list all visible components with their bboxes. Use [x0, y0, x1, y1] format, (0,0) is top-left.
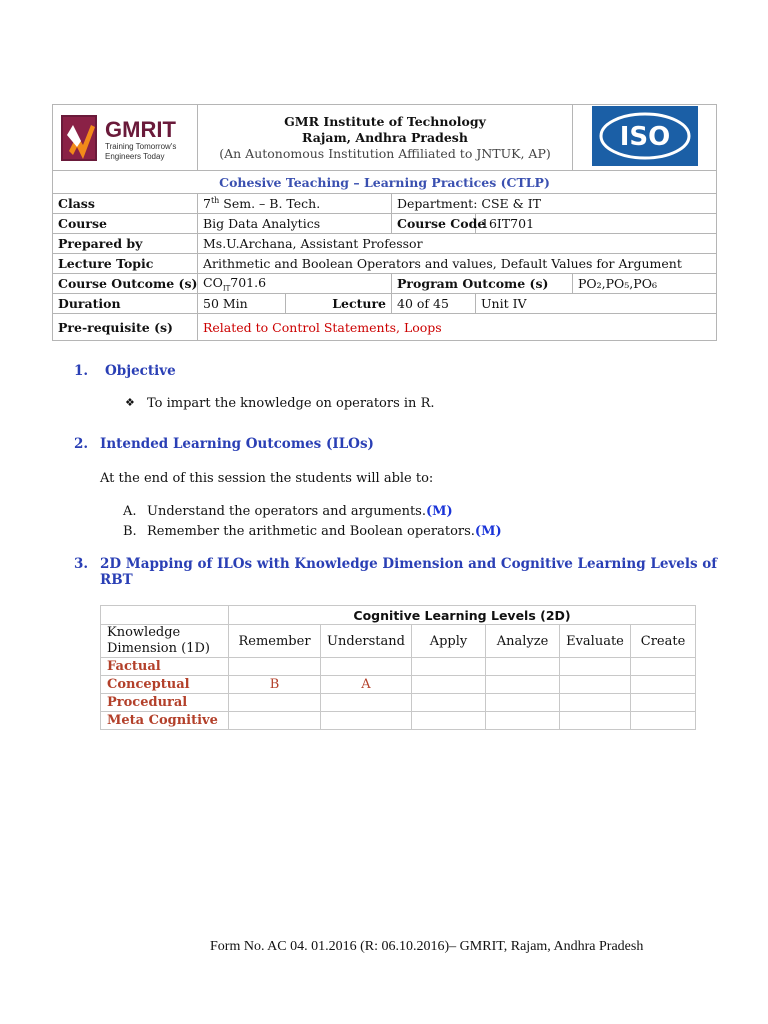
col-understand: Understand: [321, 625, 412, 658]
row-conceptual: Conceptual: [101, 676, 229, 694]
row-procedural: Procedural: [101, 694, 229, 712]
section-2-title: Intended Learning Outcomes (ILOs): [100, 436, 374, 452]
section-3-title-line2: RBT: [100, 572, 133, 588]
section-1-number: 1.: [74, 363, 89, 379]
cell-conceptual-understand: A: [321, 676, 412, 694]
logo-brand: GMRIT: [105, 117, 176, 142]
lecture-label: Lecture: [286, 294, 392, 314]
ilo-b: Remember the arithmetic and Boolean operators.(M): [147, 524, 502, 539]
prepared-value: Ms.U.Archana, Assistant Professor: [198, 234, 717, 254]
col-apply: Apply: [412, 625, 486, 658]
section-3-title-line1: 2D Mapping of ILOs with Knowledge Dimension and Cognitive Learning Levels of: [100, 556, 718, 572]
gmrit-logo-cell: [53, 105, 198, 171]
course-label: Course: [53, 214, 198, 234]
duration-value: 50 Min: [198, 294, 286, 314]
course-code-value: 16IT701: [476, 214, 717, 234]
iso-text: ISO: [619, 122, 670, 152]
section-2-number: 2.: [74, 436, 89, 452]
topic-label: Lecture Topic: [53, 254, 198, 274]
duration-label: Duration: [53, 294, 198, 314]
lecture-value: 40 of 45: [392, 294, 476, 314]
ctlp-title: Cohesive Teaching – Learning Practices (CTLP): [53, 171, 717, 194]
section-1-title: Objective: [105, 363, 176, 379]
col-create: Create: [631, 625, 696, 658]
course-value: Big Data Analytics: [198, 214, 392, 234]
form-footer: Form No. AC 04. 01.2016 (R: 06.10.2016)– GMRIT, Rajam, Andhra Pradesh: [210, 939, 644, 954]
mapping-table: [100, 605, 696, 730]
cognitive-levels-header: Cognitive Learning Levels (2D): [229, 606, 696, 625]
class-label: Class: [53, 194, 198, 214]
ilo-a-label: A.: [123, 504, 137, 519]
prereq-label: Pre-requisite (s): [53, 314, 198, 341]
table-row: [101, 658, 696, 676]
prereq-value: Related to Control Statements, Loops: [198, 314, 717, 341]
po-label: Program Outcome (s): [392, 274, 573, 294]
institute-name: GMR Institute of Technology: [284, 113, 486, 129]
table-row: [101, 694, 696, 712]
po-value: PO₂,PO₅,PO₆: [573, 274, 717, 294]
objective-text: To impart the knowledge on operators in R.: [147, 396, 435, 411]
department: Department: CSE & IT: [392, 194, 717, 214]
topic-value: Arithmetic and Boolean Operators and values, Default Values for Argument: [198, 254, 717, 274]
class-value: 7th Sem. – B. Tech.: [198, 194, 392, 214]
ilo-intro: At the end of this session the students will able to:: [100, 471, 434, 486]
ilo-a: Understand the operators and arguments.(M): [147, 504, 453, 519]
col-evaluate: Evaluate: [560, 625, 631, 658]
course-code-label: Course Code: [392, 214, 476, 234]
iso-logo-cell: [573, 105, 717, 171]
table-row: [101, 676, 696, 694]
svg-text:Training Tomorrow's: Training Tomorrow's: [105, 142, 177, 151]
header-table: [52, 104, 717, 341]
cell-conceptual-remember: B: [229, 676, 321, 694]
unit-value: Unit IV: [476, 294, 717, 314]
co-label: Course Outcome (s): [53, 274, 198, 294]
co-value: $CO_{IT}701.6$: [198, 274, 392, 294]
col-analyze: Analyze: [486, 625, 560, 658]
table-row: [101, 712, 696, 730]
gmrit-logo: [53, 105, 197, 167]
col-remember: Remember: [229, 625, 321, 658]
svg-text:Engineers Today: Engineers Today: [105, 152, 165, 161]
bullet-icon: ❖: [125, 396, 135, 409]
knowledge-dimension-header: Knowledge Dimension (1D): [101, 625, 229, 658]
ilo-b-label: B.: [123, 524, 137, 539]
section-3-number: 3.: [74, 556, 89, 572]
institute-affiliation: (An Autonomous Institution Affiliated to JNTUK, AP): [219, 145, 551, 161]
prepared-label: Prepared by: [53, 234, 198, 254]
iso-logo: [590, 106, 700, 166]
institute-block: [198, 105, 573, 171]
row-factual: Factual: [101, 658, 229, 676]
row-meta-cognitive: Meta Cognitive: [101, 712, 229, 730]
institute-location: Rajam, Andhra Pradesh: [302, 129, 468, 145]
